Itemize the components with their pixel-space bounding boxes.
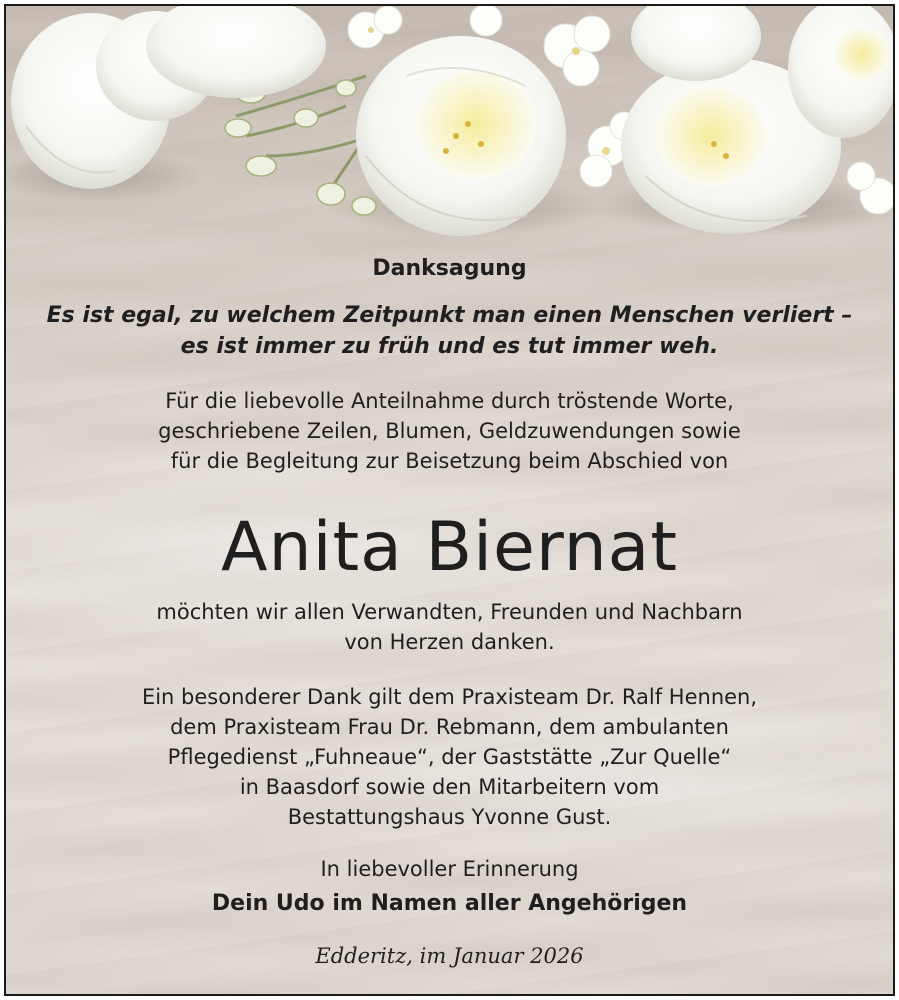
intro-text <box>6 386 893 476</box>
place-date: Edderitz, im Januar 2026 <box>315 944 584 968</box>
special-thanks-line: Pflegedienst „Fuhneaue“, der Gaststätte „Zur Quelle“ <box>167 745 732 769</box>
intro-line: Für die liebevolle Anteilnahme durch tröstende Worte, <box>165 389 734 413</box>
thanks-line: von Herzen danken. <box>344 630 555 654</box>
signature: Dein Udo im Namen aller Angehörigen <box>211 891 688 916</box>
special-thanks-text <box>6 682 893 832</box>
notice-heading: Danksagung <box>372 256 527 281</box>
memory-text: In liebevoller Erinnerung <box>320 857 579 881</box>
quote <box>6 300 893 362</box>
flower-decoration-icon <box>6 6 893 246</box>
obituary-frame <box>4 4 895 996</box>
intro-line: geschriebene Zeilen, Blumen, Geldzuwendungen sowie <box>158 419 741 443</box>
thanks-text <box>6 597 893 657</box>
special-thanks-line: in Baasdorf sowie den Mitarbeitern vom <box>239 775 660 799</box>
deceased-name: Anita Biernat <box>220 508 679 587</box>
special-thanks-line: dem Praxisteam Frau Dr. Rebmann, dem ambulanten <box>170 715 729 739</box>
special-thanks-line: Bestattungshaus Yvonne Gust. <box>287 805 612 829</box>
quote-line: es ist immer zu früh und es tut immer weh. <box>180 334 719 359</box>
special-thanks-line: Ein besonderer Dank gilt dem Praxisteam Dr. Ralf Hennen, <box>141 685 758 709</box>
intro-line: für die Begleitung zur Beisetzung beim Abschied von <box>170 449 729 473</box>
thanks-line: möchten wir allen Verwandten, Freunden und Nachbarn <box>156 600 743 624</box>
quote-line: Es ist egal, zu welchem Zeitpunkt man einen Menschen verliert – <box>46 303 853 328</box>
